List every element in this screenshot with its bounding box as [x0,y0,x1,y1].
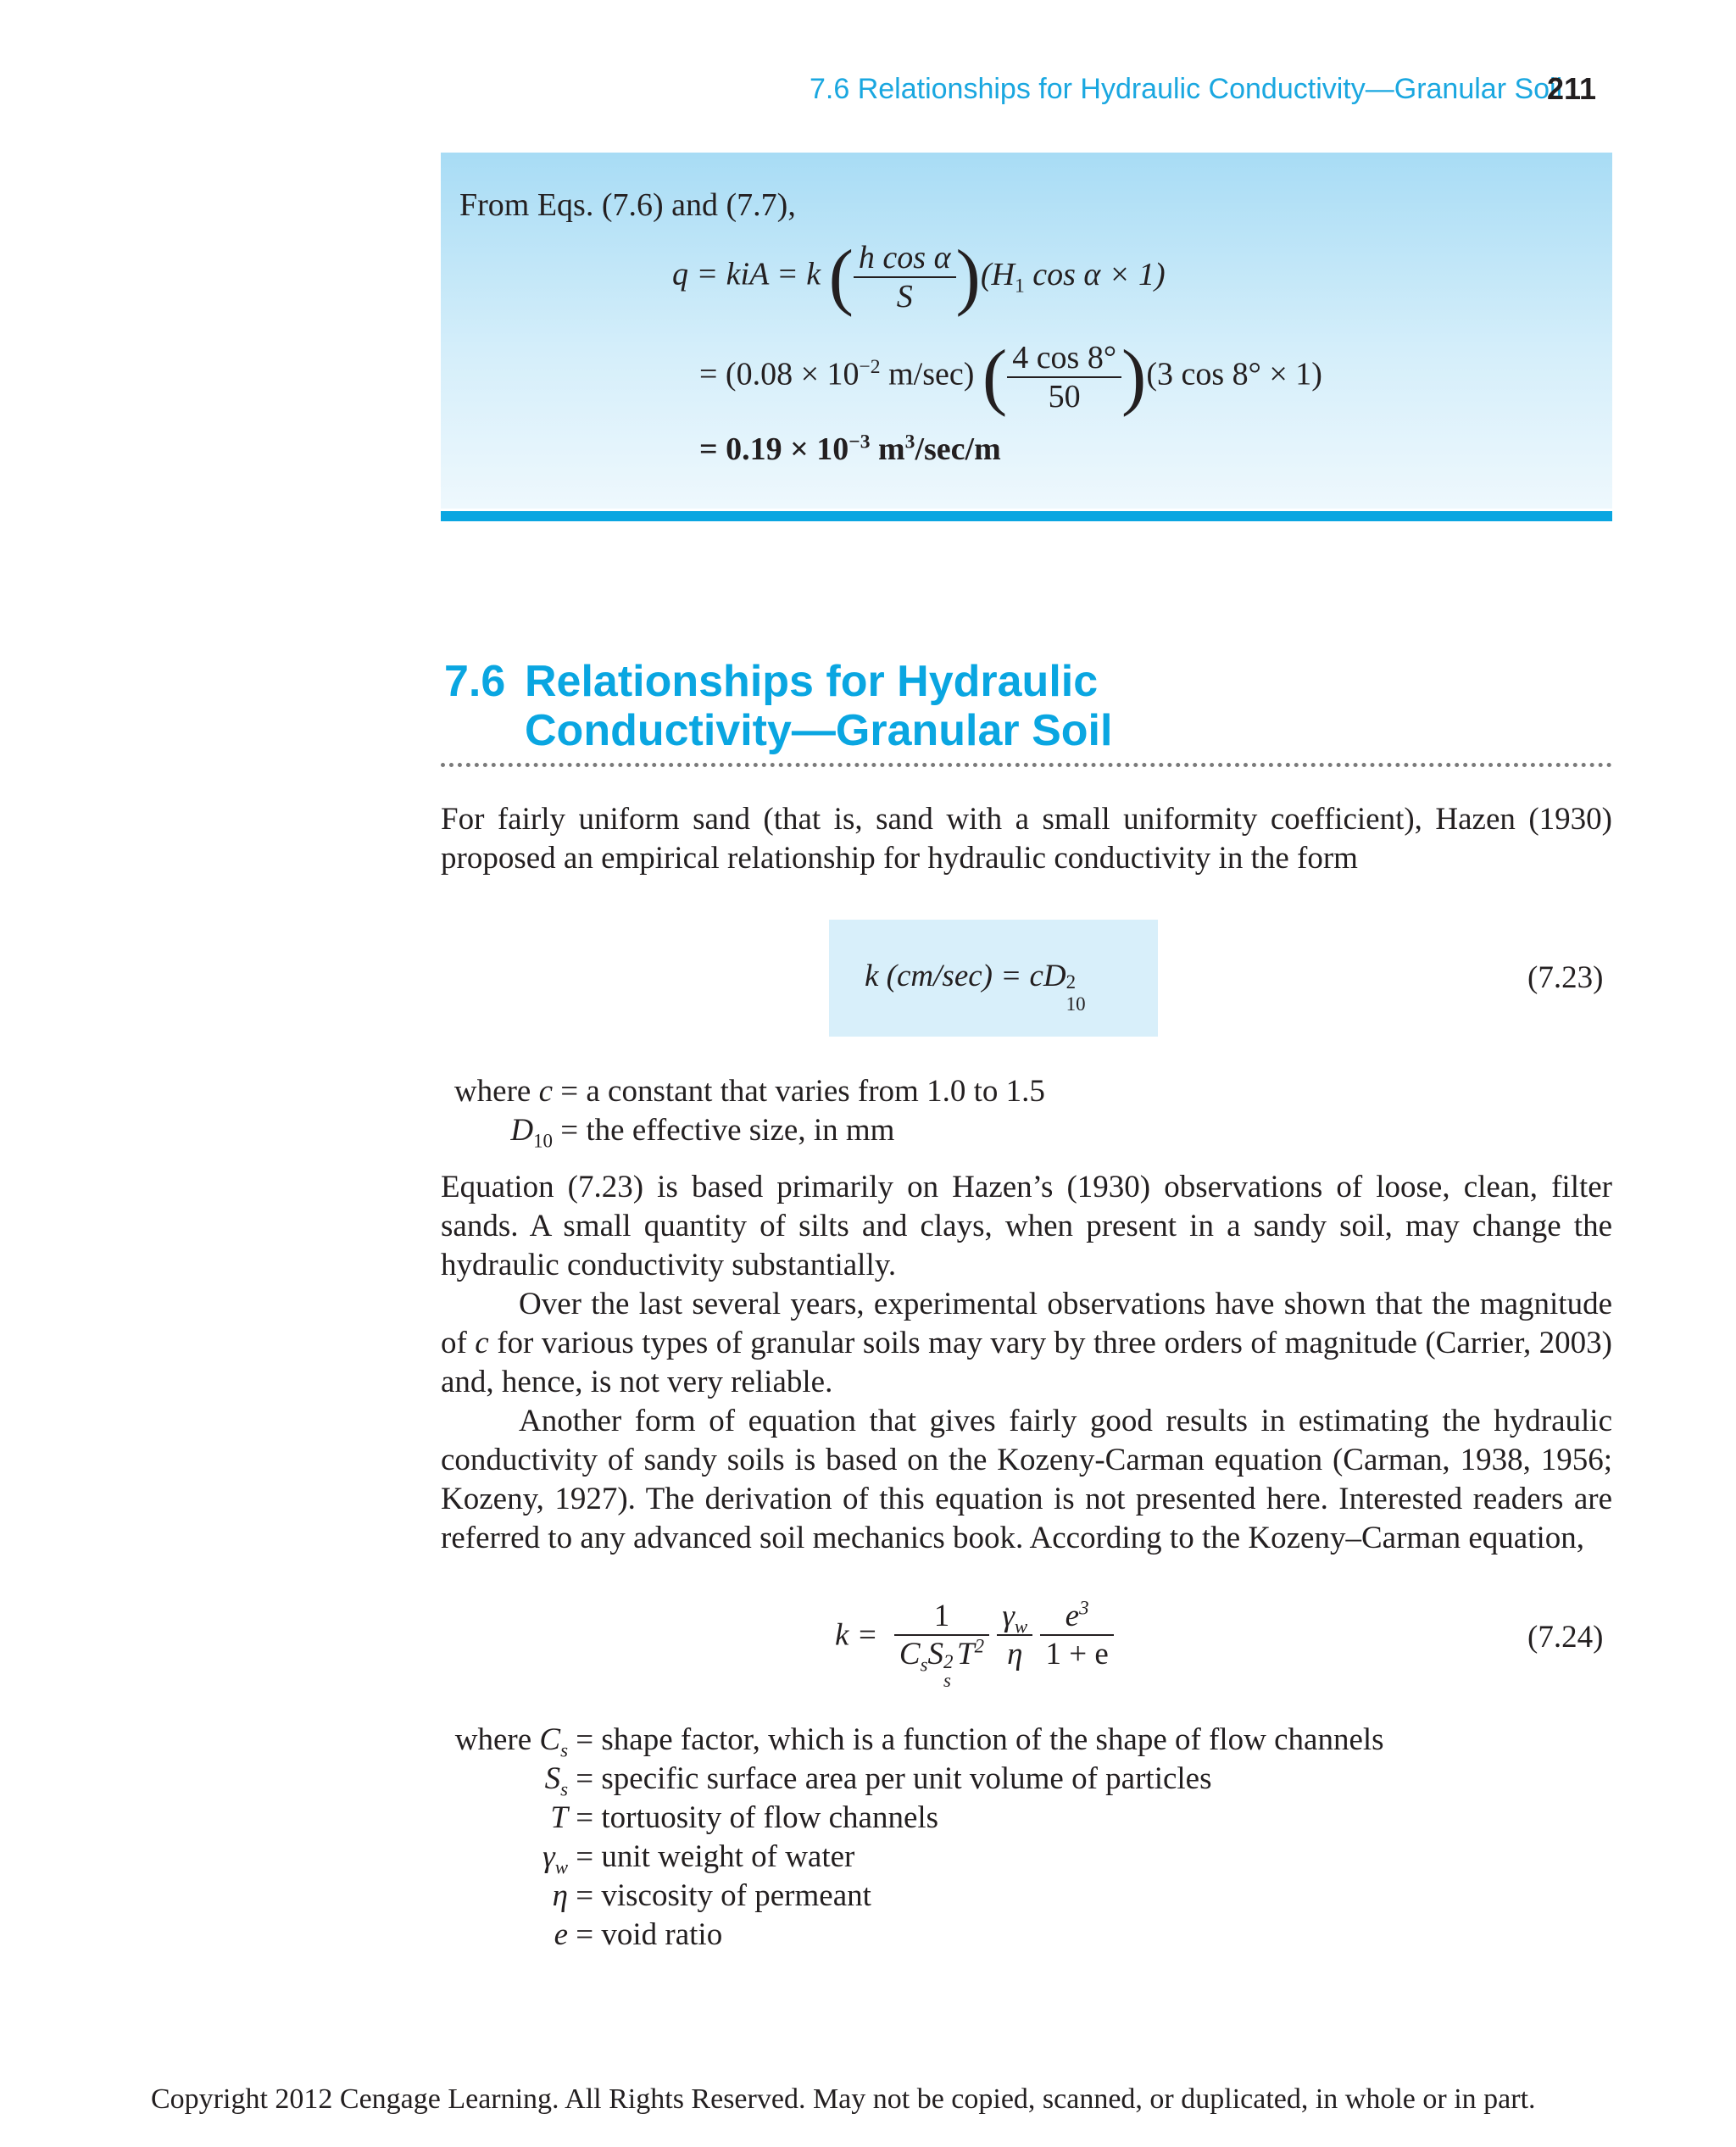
equation-number-7-24: (7.24) [1527,1620,1604,1655]
eq1-frac-den: S [854,276,956,315]
close-paren: ) [1121,336,1147,418]
open-paren: ( [828,236,854,318]
definition-row: $\gamma_w$ = unit weight of water [542,1839,855,1878]
eq724-fraction2: $\frac{\gamma_w}{\eta}$ [997,1598,1032,1672]
section-divider [441,763,1612,767]
definition-row: η = viscosity of permeant [552,1878,871,1913]
paragraph-hazen-basis: Equation (7.23) is based primarily on Hazen’s (1930) observations of loose, clean, filter sands. A small quantity of silts and clays, when present in a sandy soil, may change the hydraulic conductivity substantially. [441,1170,1612,1282]
copyright-notice: Copyright 2012 Cengage Learning. All Rights Reserved. May not be copied, scanned, or duplicated, in whole or in part. [151,2083,1536,2115]
eq2-fraction [1007,339,1121,415]
eq2-tail: (3 cos 8° × 1) [1146,356,1322,392]
example-intro: From Eqs. (7.6) and (7.7), [459,187,796,223]
eq1-rest: ($H_1$ cos α × 1) [980,256,1166,298]
close-paren: ) [955,236,981,318]
open-paren: ( [982,336,1008,418]
section-number: 7.6 [444,657,506,706]
definition-row: where c = a constant that varies from 1.0 to 1.5 [453,1074,1045,1109]
equation-7-23: k (cm/sec) = cD 2 [865,959,1077,993]
section-heading [444,657,1112,755]
paragraph-kozeny-carman: Another form of equation that gives fairly good results in estimating the hydraulic conductivity of sandy soils is based on the Kozeny-Carman equation (Carman, 1938, 1956; Kozeny, 1927). The derivation of this equation is not presented here. Interested readers are referred to any advanced soil mechanics book. According to the Kozeny–Carman equation, [441,1404,1612,1555]
section-title-line2: Conductivity—Granular Soil [525,706,1113,755]
running-head-title: 7.6 Relationships for Hydraulic Conductivity—Granular Soil [810,73,1563,105]
eq2-frac-den: 50 [1007,376,1121,415]
definitions-7-24 [441,1721,1384,1955]
eq724-fraction1: 1 $C_sS$ 2 s $T^2$ [894,1598,989,1672]
eq2-unit: m/sec) [880,356,975,392]
eq1-fraction [854,239,956,315]
definition-row: where $C_s$ = shape factor, which is a function of the shape of flow channels [454,1722,1384,1761]
definition-row: e = void ratio [554,1917,723,1952]
example-equation-line1 [672,236,1166,318]
definition-row: $D_{10}$ = the effective size, in mm [510,1113,895,1152]
example-result: = $0.19 \times 10^{-3}$ $m^3/\sec/m$ [699,431,1001,467]
paragraph-carrier: Over the last several years, experimental observations have shown that the magnitude of c for various types of granular soils may vary by three orders of magnitude (Carrier, 2003) and, hence, is not very reliable. [441,1287,1612,1399]
definition-row: T = tortuosity of flow channels [550,1800,939,1835]
equation-number-7-23: (7.23) [1527,960,1604,995]
page-number: 211 [1547,71,1597,106]
paragraph-hazen-intro: For fairly uniform sand (that is, sand with a small uniformity coefficient), Hazen (1930) proposed an empirical relationship for hydraulic conductivity in the form [441,802,1612,876]
eq724-fraction3: $\frac{e^3}{1 + e}$ [1040,1598,1113,1672]
equation-7-24: k = 1 $C_sS$ 2 s $T^2$ $\frac{\gamma_w}{\eta}$ $\frac{e^3}{1 + e}$ [835,1598,1114,1672]
example-box-rule [441,511,1612,521]
example-equation-line2 [699,336,1322,418]
eq2-frac-num: 4 cos 8° [1012,340,1117,375]
section-title-line1: Relationships for Hydraulic [525,657,1099,706]
eq2-value: = (0.08 × 10 [699,356,860,392]
definition-row: $S_s$ = specific surface area per unit volume of particles [544,1761,1212,1800]
definitions-7-23 [441,1072,1045,1150]
eq1-frac-num: h cos α [858,240,951,275]
eq2-exp: −2 [859,356,881,379]
eq1-lhs: q = kiA = k [672,256,821,292]
